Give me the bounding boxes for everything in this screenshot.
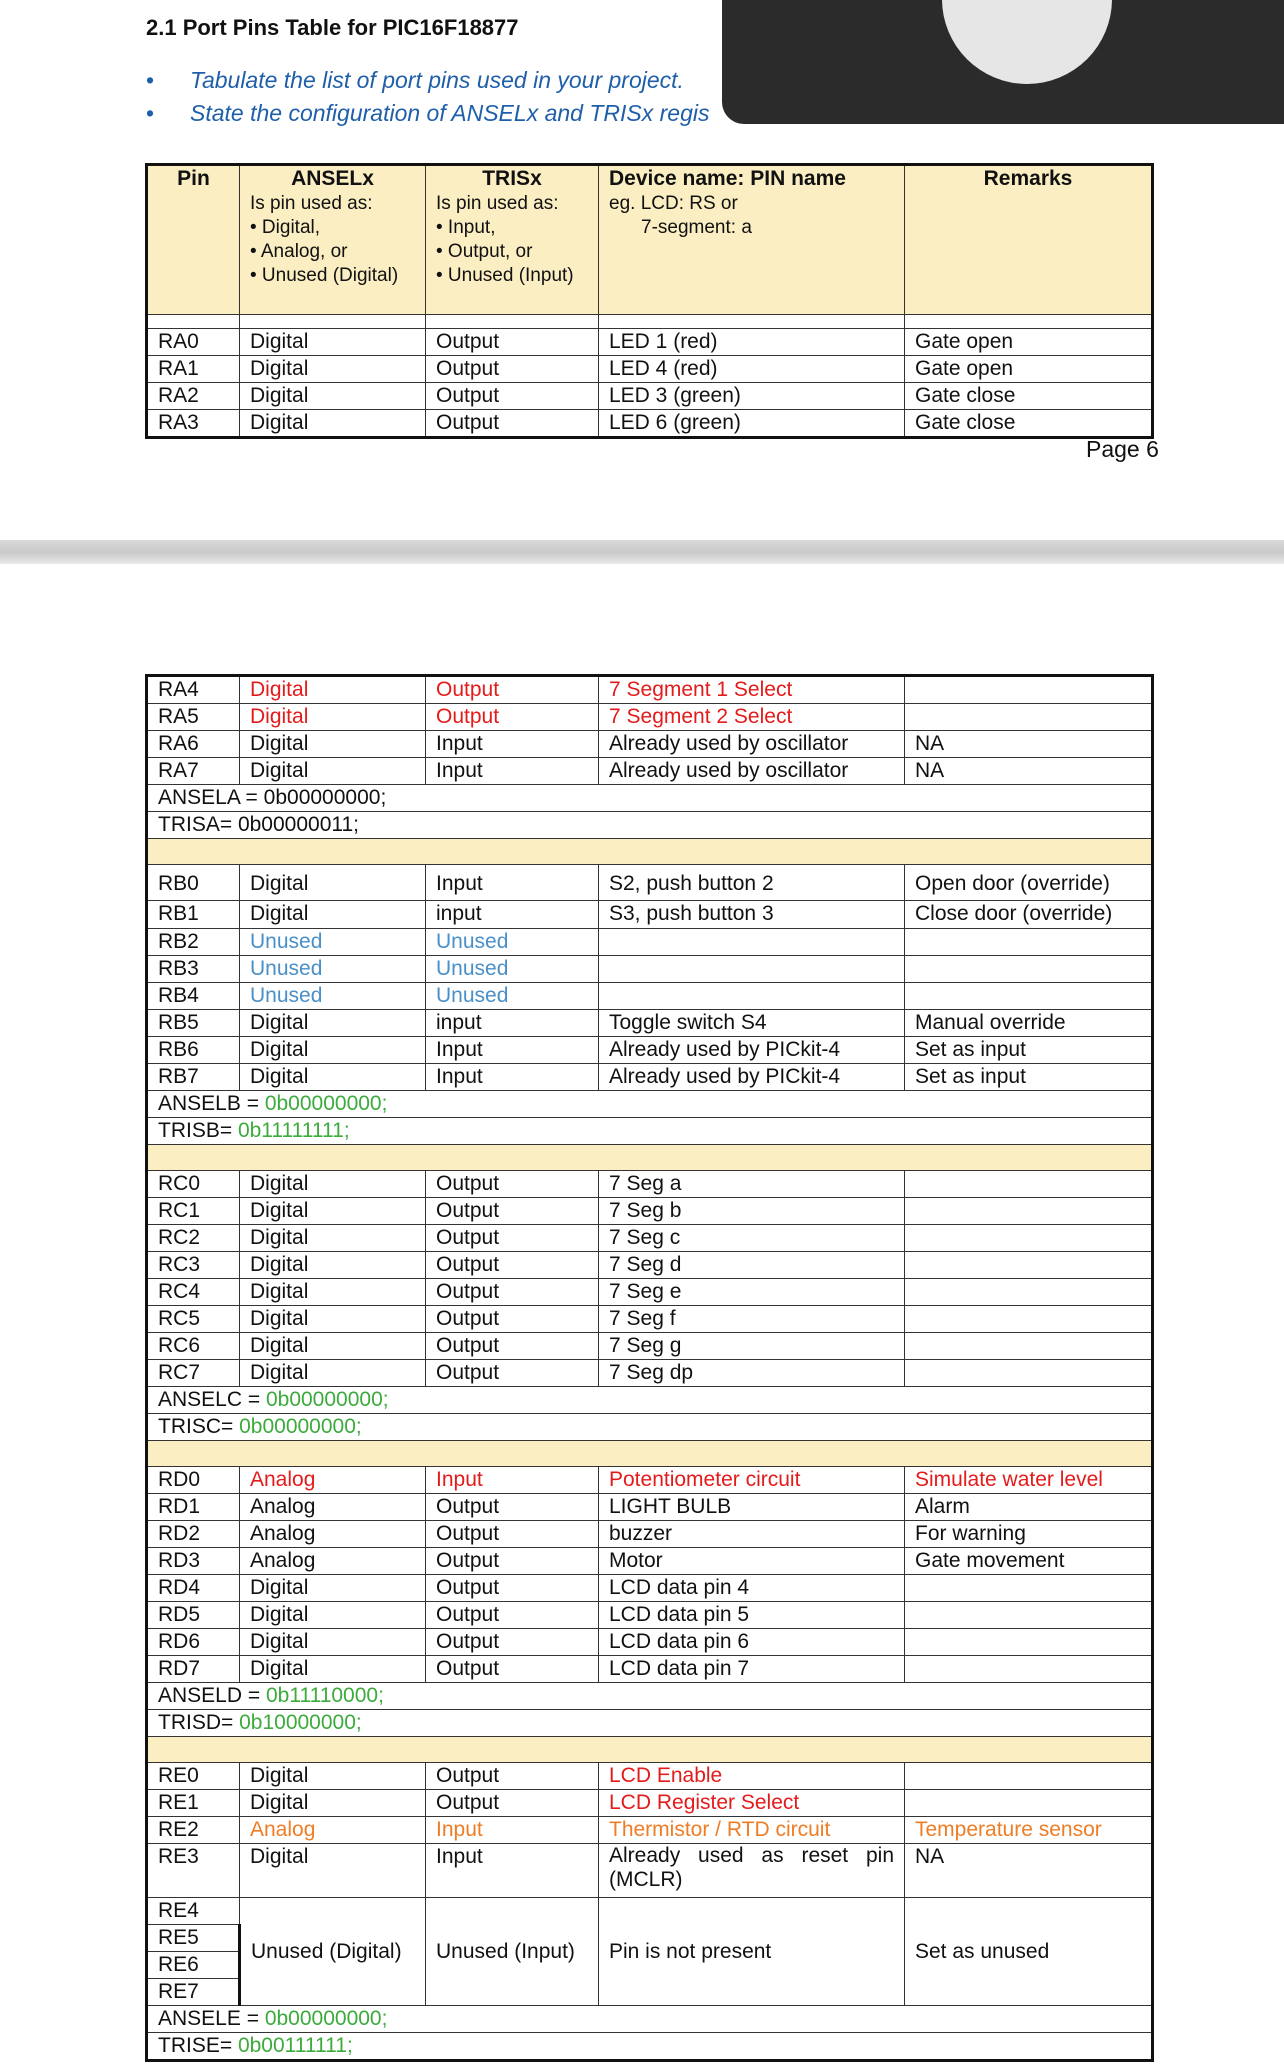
cell-device: buzzer <box>599 1521 905 1548</box>
cell-ansel: Digital <box>240 758 426 785</box>
header-ansel: ANSELx Is pin used as: • Digital, • Analog, or • Unused (Digital) <box>240 165 426 315</box>
cell-pin: RB1 <box>147 901 240 929</box>
cell-ansel: Analog <box>240 1548 426 1575</box>
cell-ansel: Digital <box>240 1064 426 1091</box>
cell-ansel: Digital <box>240 1279 426 1306</box>
cell-pin: RE0 <box>147 1763 240 1790</box>
register-label: ANSELA = <box>158 786 264 809</box>
cell-ansel: Digital <box>240 1171 426 1198</box>
table-row <box>147 676 1153 704</box>
tris-register-setting <box>147 1710 1153 1737</box>
cell-remarks: Alarm <box>905 1494 1153 1521</box>
cell-tris: Output <box>426 1575 599 1602</box>
cell-ansel: Digital <box>240 1225 426 1252</box>
cell-remarks <box>905 1279 1153 1306</box>
cell-device: 7 Seg g <box>599 1333 905 1360</box>
cell-pin: RD6 <box>147 1629 240 1656</box>
cell-pin: RD4 <box>147 1575 240 1602</box>
cell-pin: RC4 <box>147 1279 240 1306</box>
register-value: 0b00111111; <box>237 2034 353 2057</box>
cell-device: LCD Register Select <box>599 1790 905 1817</box>
cell-device: Already used as reset pin (MCLR) <box>599 1844 905 1898</box>
register-label: ANSELD = <box>158 1684 266 1707</box>
cell-tris: Output <box>426 1252 599 1279</box>
cell-ansel: Digital <box>240 1010 426 1037</box>
cell-remarks: Set as input <box>905 1064 1153 1091</box>
cell-pin: RE7 <box>147 1979 240 2006</box>
cell-tris: Output <box>426 1279 599 1306</box>
page-number: Page 6 <box>1086 436 1159 462</box>
cell-ansel: Analog <box>240 1494 426 1521</box>
table-row <box>147 865 1153 901</box>
cell-ansel: Digital <box>240 1656 426 1683</box>
cell-tris: Unused (Input) <box>426 1898 599 2006</box>
cell-pin: RC2 <box>147 1225 240 1252</box>
register-row <box>147 1387 1153 1414</box>
cell-tris: Output <box>426 1225 599 1252</box>
cell-device: LIGHT BULB <box>599 1494 905 1521</box>
table-row <box>147 1494 1153 1521</box>
header-remarks: Remarks <box>905 165 1153 315</box>
table-row <box>147 1037 1153 1064</box>
cell-ansel: Digital <box>240 676 426 704</box>
cell-device: 7 Seg dp <box>599 1360 905 1387</box>
header-pin: Pin <box>147 165 240 315</box>
table-row <box>147 901 1153 929</box>
tris-register-setting <box>147 2033 1153 2061</box>
table-row <box>147 1656 1153 1683</box>
cell-ansel: Analog <box>240 1817 426 1844</box>
cell-pin: RD5 <box>147 1602 240 1629</box>
tris-register-setting <box>147 812 1153 839</box>
cell-tris: input <box>426 901 599 929</box>
cell-tris: Output <box>426 1360 599 1387</box>
table-row <box>147 1548 1153 1575</box>
register-value: 0b00000000; <box>264 2007 388 2030</box>
cell-remarks: Simulate water level <box>905 1467 1153 1494</box>
register-label: TRISD= <box>158 1711 240 1734</box>
cell-pin: RC0 <box>147 1171 240 1198</box>
cell-remarks: Set as unused <box>905 1898 1153 2006</box>
cell-tris: Input <box>426 1037 599 1064</box>
cell-device: Already used by oscillator <box>599 758 905 785</box>
cell-ansel: Digital <box>240 1252 426 1279</box>
table-row <box>147 1064 1153 1091</box>
cell-device <box>599 956 905 983</box>
cell-pin: RA2 <box>147 383 240 410</box>
cell-pin: RC3 <box>147 1252 240 1279</box>
cell-tris: Input <box>426 731 599 758</box>
ansel-register-setting <box>147 2006 1153 2033</box>
cell-device: Potentiometer circuit <box>599 1467 905 1494</box>
cell-ansel: Digital <box>240 1602 426 1629</box>
cell-remarks <box>905 1575 1153 1602</box>
cell-pin: RD1 <box>147 1494 240 1521</box>
cell-ansel: Digital <box>240 1575 426 1602</box>
cell-ansel: Analog <box>240 1467 426 1494</box>
cell-device: LED 3 (green) <box>599 383 905 410</box>
instruction-list <box>146 64 709 130</box>
cell-remarks <box>905 1333 1153 1360</box>
table-row <box>147 1521 1153 1548</box>
cell-ansel: Unused <box>240 929 426 956</box>
cell-remarks: Open door (override) <box>905 865 1153 901</box>
cell-device: LCD data pin 4 <box>599 1575 905 1602</box>
cell-pin: RE1 <box>147 1790 240 1817</box>
table-row <box>147 356 1153 383</box>
cell-device: 7 Seg d <box>599 1252 905 1279</box>
cell-remarks: NA <box>905 758 1153 785</box>
cell-ansel: Unused <box>240 956 426 983</box>
register-value: 0b10000000; <box>239 1711 362 1734</box>
document-page-6 <box>0 0 1284 540</box>
cell-tris: Input <box>426 1064 599 1091</box>
cell-pin: RB0 <box>147 865 240 901</box>
cell-tris: Input <box>426 1817 599 1844</box>
cell-ansel: Digital <box>240 1790 426 1817</box>
register-label: TRISC= <box>158 1415 240 1438</box>
cell-ansel: Digital <box>240 731 426 758</box>
cell-remarks: Manual override <box>905 1010 1153 1037</box>
cell-device: Already used by PICkit-4 <box>599 1064 905 1091</box>
cell-remarks <box>905 1790 1153 1817</box>
register-label: ANSELC = <box>158 1388 266 1411</box>
cell-ansel: Digital <box>240 356 426 383</box>
cell-remarks: Gate open <box>905 329 1153 356</box>
cell-remarks <box>905 1198 1153 1225</box>
cell-pin: RA7 <box>147 758 240 785</box>
cell-pin: RE5 <box>147 1925 240 1952</box>
ansel-register-setting <box>147 1683 1153 1710</box>
instruction-item: • State the configuration of ANSELx and TRISx regis <box>146 97 709 130</box>
cell-tris: Output <box>426 1521 599 1548</box>
cell-device: LCD data pin 6 <box>599 1629 905 1656</box>
cell-ansel: Digital <box>240 1198 426 1225</box>
cell-pin: RA4 <box>147 676 240 704</box>
table-row <box>147 1575 1153 1602</box>
cell-pin: RC1 <box>147 1198 240 1225</box>
table-row <box>147 410 1153 438</box>
cell-remarks: Close door (override) <box>905 901 1153 929</box>
cell-tris: Output <box>426 1548 599 1575</box>
table-row <box>147 758 1153 785</box>
cell-pin: RA1 <box>147 356 240 383</box>
cell-ansel: Digital <box>240 1629 426 1656</box>
cell-ansel: Digital <box>240 1360 426 1387</box>
register-value: 0b00000000; <box>239 1415 362 1438</box>
cell-remarks <box>905 1225 1153 1252</box>
table-row <box>147 1171 1153 1198</box>
cell-device: LED 6 (green) <box>599 410 905 438</box>
header-tris: TRISx Is pin used as: • Input, • Output, or • Unused (Input) <box>426 165 599 315</box>
cell-pin: RE3 <box>147 1844 240 1898</box>
cell-pin: RA5 <box>147 704 240 731</box>
cell-remarks <box>905 1360 1153 1387</box>
table-row <box>147 383 1153 410</box>
cell-remarks: Gate close <box>905 383 1153 410</box>
register-value: 0b00000000; <box>265 1388 389 1411</box>
table-row <box>147 1817 1153 1844</box>
cell-tris: Output <box>426 676 599 704</box>
ansel-register-setting <box>147 1387 1153 1414</box>
cell-tris: Output <box>426 1171 599 1198</box>
cell-device: 7 Seg c <box>599 1225 905 1252</box>
cell-tris: Input <box>426 758 599 785</box>
cell-pin: RE4 <box>147 1898 240 1925</box>
cell-device <box>599 983 905 1010</box>
port-pins-table-continued <box>145 674 1154 2062</box>
cell-ansel: Unused <box>240 983 426 1010</box>
cell-pin: RA3 <box>147 410 240 438</box>
cell-ansel: Analog <box>240 1521 426 1548</box>
table-row <box>147 1898 1153 1925</box>
header-device: Device name: PIN name eg. LCD: RS or 7-segment: a <box>599 165 905 315</box>
table-row <box>147 1279 1153 1306</box>
cell-remarks: Gate close <box>905 410 1153 438</box>
register-label: TRISB= <box>158 1119 238 1142</box>
cell-pin: RE2 <box>147 1817 240 1844</box>
cell-device <box>599 929 905 956</box>
cell-ansel: Digital <box>240 865 426 901</box>
cell-ansel: Digital <box>240 704 426 731</box>
cell-tris: Output <box>426 1602 599 1629</box>
cell-tris: Output <box>426 383 599 410</box>
cell-remarks <box>905 1252 1153 1279</box>
cell-device: Thermistor / RTD circuit <box>599 1817 905 1844</box>
cell-ansel: Unused (Digital) <box>240 1898 426 2006</box>
cell-device: 7 Segment 1 Select <box>599 676 905 704</box>
table-row <box>147 1602 1153 1629</box>
cell-device: 7 Seg b <box>599 1198 905 1225</box>
table-row <box>147 1198 1153 1225</box>
cell-remarks <box>905 1306 1153 1333</box>
table-row <box>147 1333 1153 1360</box>
table-row <box>147 1010 1153 1037</box>
cell-pin: RB2 <box>147 929 240 956</box>
register-row <box>147 785 1153 812</box>
cell-tris: Input <box>426 865 599 901</box>
cell-remarks: For warning <box>905 1521 1153 1548</box>
cell-tris: Unused <box>426 956 599 983</box>
document-page-7 <box>0 564 1284 2072</box>
cell-device: Already used by PICkit-4 <box>599 1037 905 1064</box>
cell-remarks <box>905 929 1153 956</box>
port-divider-row <box>147 1441 1153 1467</box>
cell-tris: Output <box>426 1306 599 1333</box>
cell-tris: Output <box>426 1333 599 1360</box>
cell-device: LCD data pin 7 <box>599 1656 905 1683</box>
register-value: 0b00000000; <box>263 786 387 809</box>
cell-tris: Output <box>426 329 599 356</box>
register-row <box>147 1710 1153 1737</box>
table-row <box>147 1844 1153 1898</box>
cell-ansel: Digital <box>240 901 426 929</box>
table-row <box>147 329 1153 356</box>
register-label: ANSELB = <box>158 1092 265 1115</box>
cell-tris: input <box>426 1010 599 1037</box>
cell-tris: Output <box>426 410 599 438</box>
cell-remarks: NA <box>905 1844 1153 1898</box>
tris-register-setting <box>147 1118 1153 1145</box>
cell-pin: RA6 <box>147 731 240 758</box>
table-row <box>147 704 1153 731</box>
cell-tris: Input <box>426 1467 599 1494</box>
cell-device: LCD data pin 5 <box>599 1602 905 1629</box>
table-row <box>147 1763 1153 1790</box>
cell-remarks <box>905 676 1153 704</box>
cell-device: 7 Seg a <box>599 1171 905 1198</box>
port-divider-row <box>147 1145 1153 1171</box>
screen-overlay <box>722 0 1284 124</box>
cell-device: S2, push button 2 <box>599 865 905 901</box>
cell-remarks <box>905 1602 1153 1629</box>
table-row <box>147 929 1153 956</box>
table-row <box>147 1225 1153 1252</box>
section-title: 2.1 Port Pins Table for PIC16F18877 <box>146 15 519 40</box>
cell-ansel: Digital <box>240 383 426 410</box>
table-row <box>147 956 1153 983</box>
table-row <box>147 1306 1153 1333</box>
cell-pin: RD0 <box>147 1467 240 1494</box>
register-row <box>147 2033 1153 2061</box>
cell-tris: Output <box>426 1494 599 1521</box>
cell-remarks: Gate open <box>905 356 1153 383</box>
port-divider-row <box>147 839 1153 865</box>
cell-device: LCD Enable <box>599 1763 905 1790</box>
ansel-register-setting <box>147 1091 1153 1118</box>
cell-pin: RC7 <box>147 1360 240 1387</box>
cell-device: 7 Segment 2 Select <box>599 704 905 731</box>
table-row <box>147 1252 1153 1279</box>
table-row <box>147 1629 1153 1656</box>
table-header-row <box>147 165 1153 315</box>
cell-pin: RD2 <box>147 1521 240 1548</box>
register-row <box>147 1091 1153 1118</box>
cell-remarks <box>905 956 1153 983</box>
cell-pin: RC5 <box>147 1306 240 1333</box>
tris-register-setting <box>147 1414 1153 1441</box>
register-value: 0b11110000; <box>265 1684 384 1707</box>
cell-ansel: Digital <box>240 329 426 356</box>
cell-pin: RB5 <box>147 1010 240 1037</box>
register-row <box>147 812 1153 839</box>
cell-remarks <box>905 1656 1153 1683</box>
spacer-row <box>147 315 1153 329</box>
cell-device: 7 Seg f <box>599 1306 905 1333</box>
cell-device: Pin is not present <box>599 1898 905 2006</box>
port-divider-row <box>147 1737 1153 1763</box>
cell-pin: RB7 <box>147 1064 240 1091</box>
ansel-register-setting <box>147 785 1153 812</box>
cell-device: Already used by oscillator <box>599 731 905 758</box>
cell-device: LED 1 (red) <box>599 329 905 356</box>
table-row <box>147 731 1153 758</box>
cell-device: Toggle switch S4 <box>599 1010 905 1037</box>
cell-tris: Output <box>426 356 599 383</box>
register-row <box>147 1118 1153 1145</box>
cell-tris: Output <box>426 1198 599 1225</box>
cell-remarks <box>905 1629 1153 1656</box>
cell-remarks: NA <box>905 731 1153 758</box>
register-value: 0b00000011; <box>237 813 360 836</box>
cell-device: Motor <box>599 1548 905 1575</box>
instruction-item: • Tabulate the list of port pins used in your project. <box>146 64 709 97</box>
cell-tris: Unused <box>426 983 599 1010</box>
table-row <box>147 1790 1153 1817</box>
cell-tris: Output <box>426 704 599 731</box>
cell-tris: Output <box>426 1629 599 1656</box>
cell-tris: Output <box>426 1763 599 1790</box>
cell-pin: RB4 <box>147 983 240 1010</box>
register-value: 0b00000000; <box>264 1092 388 1115</box>
cell-ansel: Digital <box>240 1763 426 1790</box>
cell-ansel: Digital <box>240 1333 426 1360</box>
register-label: ANSELE = <box>158 2007 265 2030</box>
cell-remarks <box>905 1171 1153 1198</box>
cell-remarks <box>905 1763 1153 1790</box>
cell-ansel: Digital <box>240 1306 426 1333</box>
register-label: TRISA= <box>158 813 238 836</box>
cell-pin: RB3 <box>147 956 240 983</box>
cell-ansel: Digital <box>240 410 426 438</box>
cell-remarks: Temperature sensor <box>905 1817 1153 1844</box>
register-row <box>147 1414 1153 1441</box>
register-value: 0b11111111; <box>237 1119 350 1142</box>
cell-pin: RD3 <box>147 1548 240 1575</box>
cell-device: LED 4 (red) <box>599 356 905 383</box>
cell-tris: Input <box>426 1844 599 1898</box>
register-label: TRISE= <box>158 2034 238 2057</box>
cell-tris: Output <box>426 1790 599 1817</box>
table-row <box>147 1467 1153 1494</box>
cell-remarks <box>905 704 1153 731</box>
cell-ansel: Digital <box>240 1844 426 1898</box>
overlay-circle <box>942 0 1112 84</box>
cell-pin: RA0 <box>147 329 240 356</box>
table-row <box>147 1360 1153 1387</box>
cell-pin: RB6 <box>147 1037 240 1064</box>
cell-pin: RC6 <box>147 1333 240 1360</box>
cell-remarks <box>905 983 1153 1010</box>
page-separator <box>0 540 1284 564</box>
register-row <box>147 1683 1153 1710</box>
cell-pin: RE6 <box>147 1952 240 1979</box>
cell-device: 7 Seg e <box>599 1279 905 1306</box>
cell-remarks: Gate movement <box>905 1548 1153 1575</box>
cell-ansel: Digital <box>240 1037 426 1064</box>
cell-tris: Unused <box>426 929 599 956</box>
port-pins-table-header <box>145 163 1154 439</box>
cell-device: S3, push button 3 <box>599 901 905 929</box>
table-row <box>147 983 1153 1010</box>
register-row <box>147 2006 1153 2033</box>
cell-pin: RD7 <box>147 1656 240 1683</box>
cell-remarks: Set as input <box>905 1037 1153 1064</box>
cell-tris: Output <box>426 1656 599 1683</box>
